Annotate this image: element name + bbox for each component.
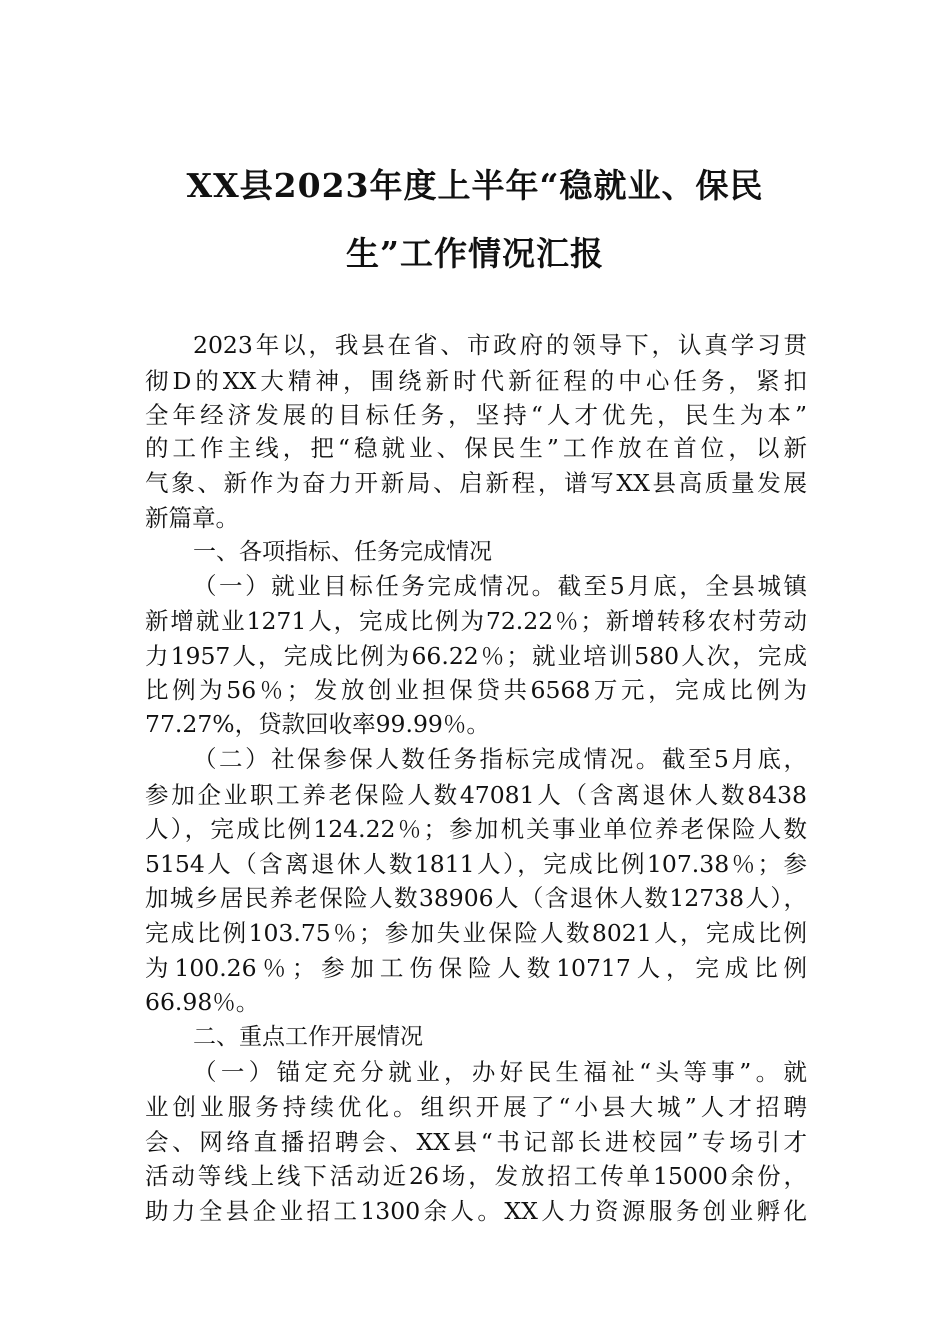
document-title-line-2: 生”工作情况汇报 bbox=[346, 234, 604, 273]
section1-para2-line: 为100.26％；参加工伤保险人数10717人，完成比例 bbox=[145, 954, 807, 982]
section1-para1-line: （一）就业目标任务完成情况。截至5月底，全县城镇 bbox=[193, 572, 807, 600]
section1-para2-line: 5154人（含离退休人数1811人），完成比例107.38％；参 bbox=[145, 850, 807, 878]
section1-para2-line: 人），完成比例124.22％；参加机关事业单位养老保险人数 bbox=[145, 815, 807, 843]
section1-para2-line: 66.98％。 bbox=[145, 988, 260, 1016]
intro-line: 新篇章。 bbox=[145, 504, 239, 532]
section2-para1-line: 活动等线上线下活动近26场，发放招工传单15000余份， bbox=[145, 1162, 807, 1190]
section1-para1-line: 比例为56％；发放创业担保贷共6568万元，完成比例为 bbox=[145, 676, 807, 704]
intro-line: 2023年以，我县在省、市政府的领导下，认真学习贯 bbox=[193, 331, 807, 359]
section1-para2-line: （二）社保参保人数任务指标完成情况。截至5月底， bbox=[193, 745, 807, 773]
section1-para1-line: 新增就业1271人，完成比例为72.22％；新增转移农村劳动 bbox=[145, 607, 807, 635]
intro-line: 彻D的XX大精神，围绕新时代新征程的中心任务，紧扣 bbox=[145, 367, 807, 395]
section-heading-1: 一、各项指标、任务完成情况 bbox=[193, 539, 492, 565]
section2-para1-line: （一）锚定充分就业，办好民生福祉“头等事”。就 bbox=[193, 1058, 807, 1086]
section1-para2-line: 加城乡居民养老保险人数38906人（含退休人数12738人）， bbox=[145, 884, 807, 912]
section1-para1-line: 77.27%，贷款回收率99.99％。 bbox=[145, 710, 490, 738]
intro-line: 气象、新作为奋力开新局、启新程，谱写XX县高质量发展 bbox=[145, 469, 807, 497]
section1-para2-line: 参加企业职工养老保险人数47081人（含离退休人数8438 bbox=[145, 781, 807, 809]
section2-para1-line: 助力全县企业招工1300余人。XX人力资源服务创业孵化 bbox=[145, 1197, 807, 1225]
intro-line: 全年经济发展的目标任务，坚持“人才优先，民生为本” bbox=[145, 401, 807, 429]
document-title-line-1: XX县2023年度上半年“稳就业、保民 bbox=[186, 166, 764, 205]
section2-para1-line: 业创业服务持续优化。组织开展了“小县大城”人才招聘 bbox=[145, 1093, 807, 1121]
section-heading-2: 二、重点工作开展情况 bbox=[193, 1024, 423, 1050]
section2-para1-line: 会、网络直播招聘会、XX县“书记部长进校园”专场引才 bbox=[145, 1128, 807, 1156]
section1-para1-line: 力1957人，完成比例为66.22％；就业培训580人次，完成 bbox=[145, 642, 807, 670]
section1-para2-line: 完成比例103.75％；参加失业保险人数8021人，完成比例 bbox=[145, 919, 807, 947]
intro-line: 的工作主线，把“稳就业、保民生”工作放在首位，以新 bbox=[145, 434, 807, 462]
